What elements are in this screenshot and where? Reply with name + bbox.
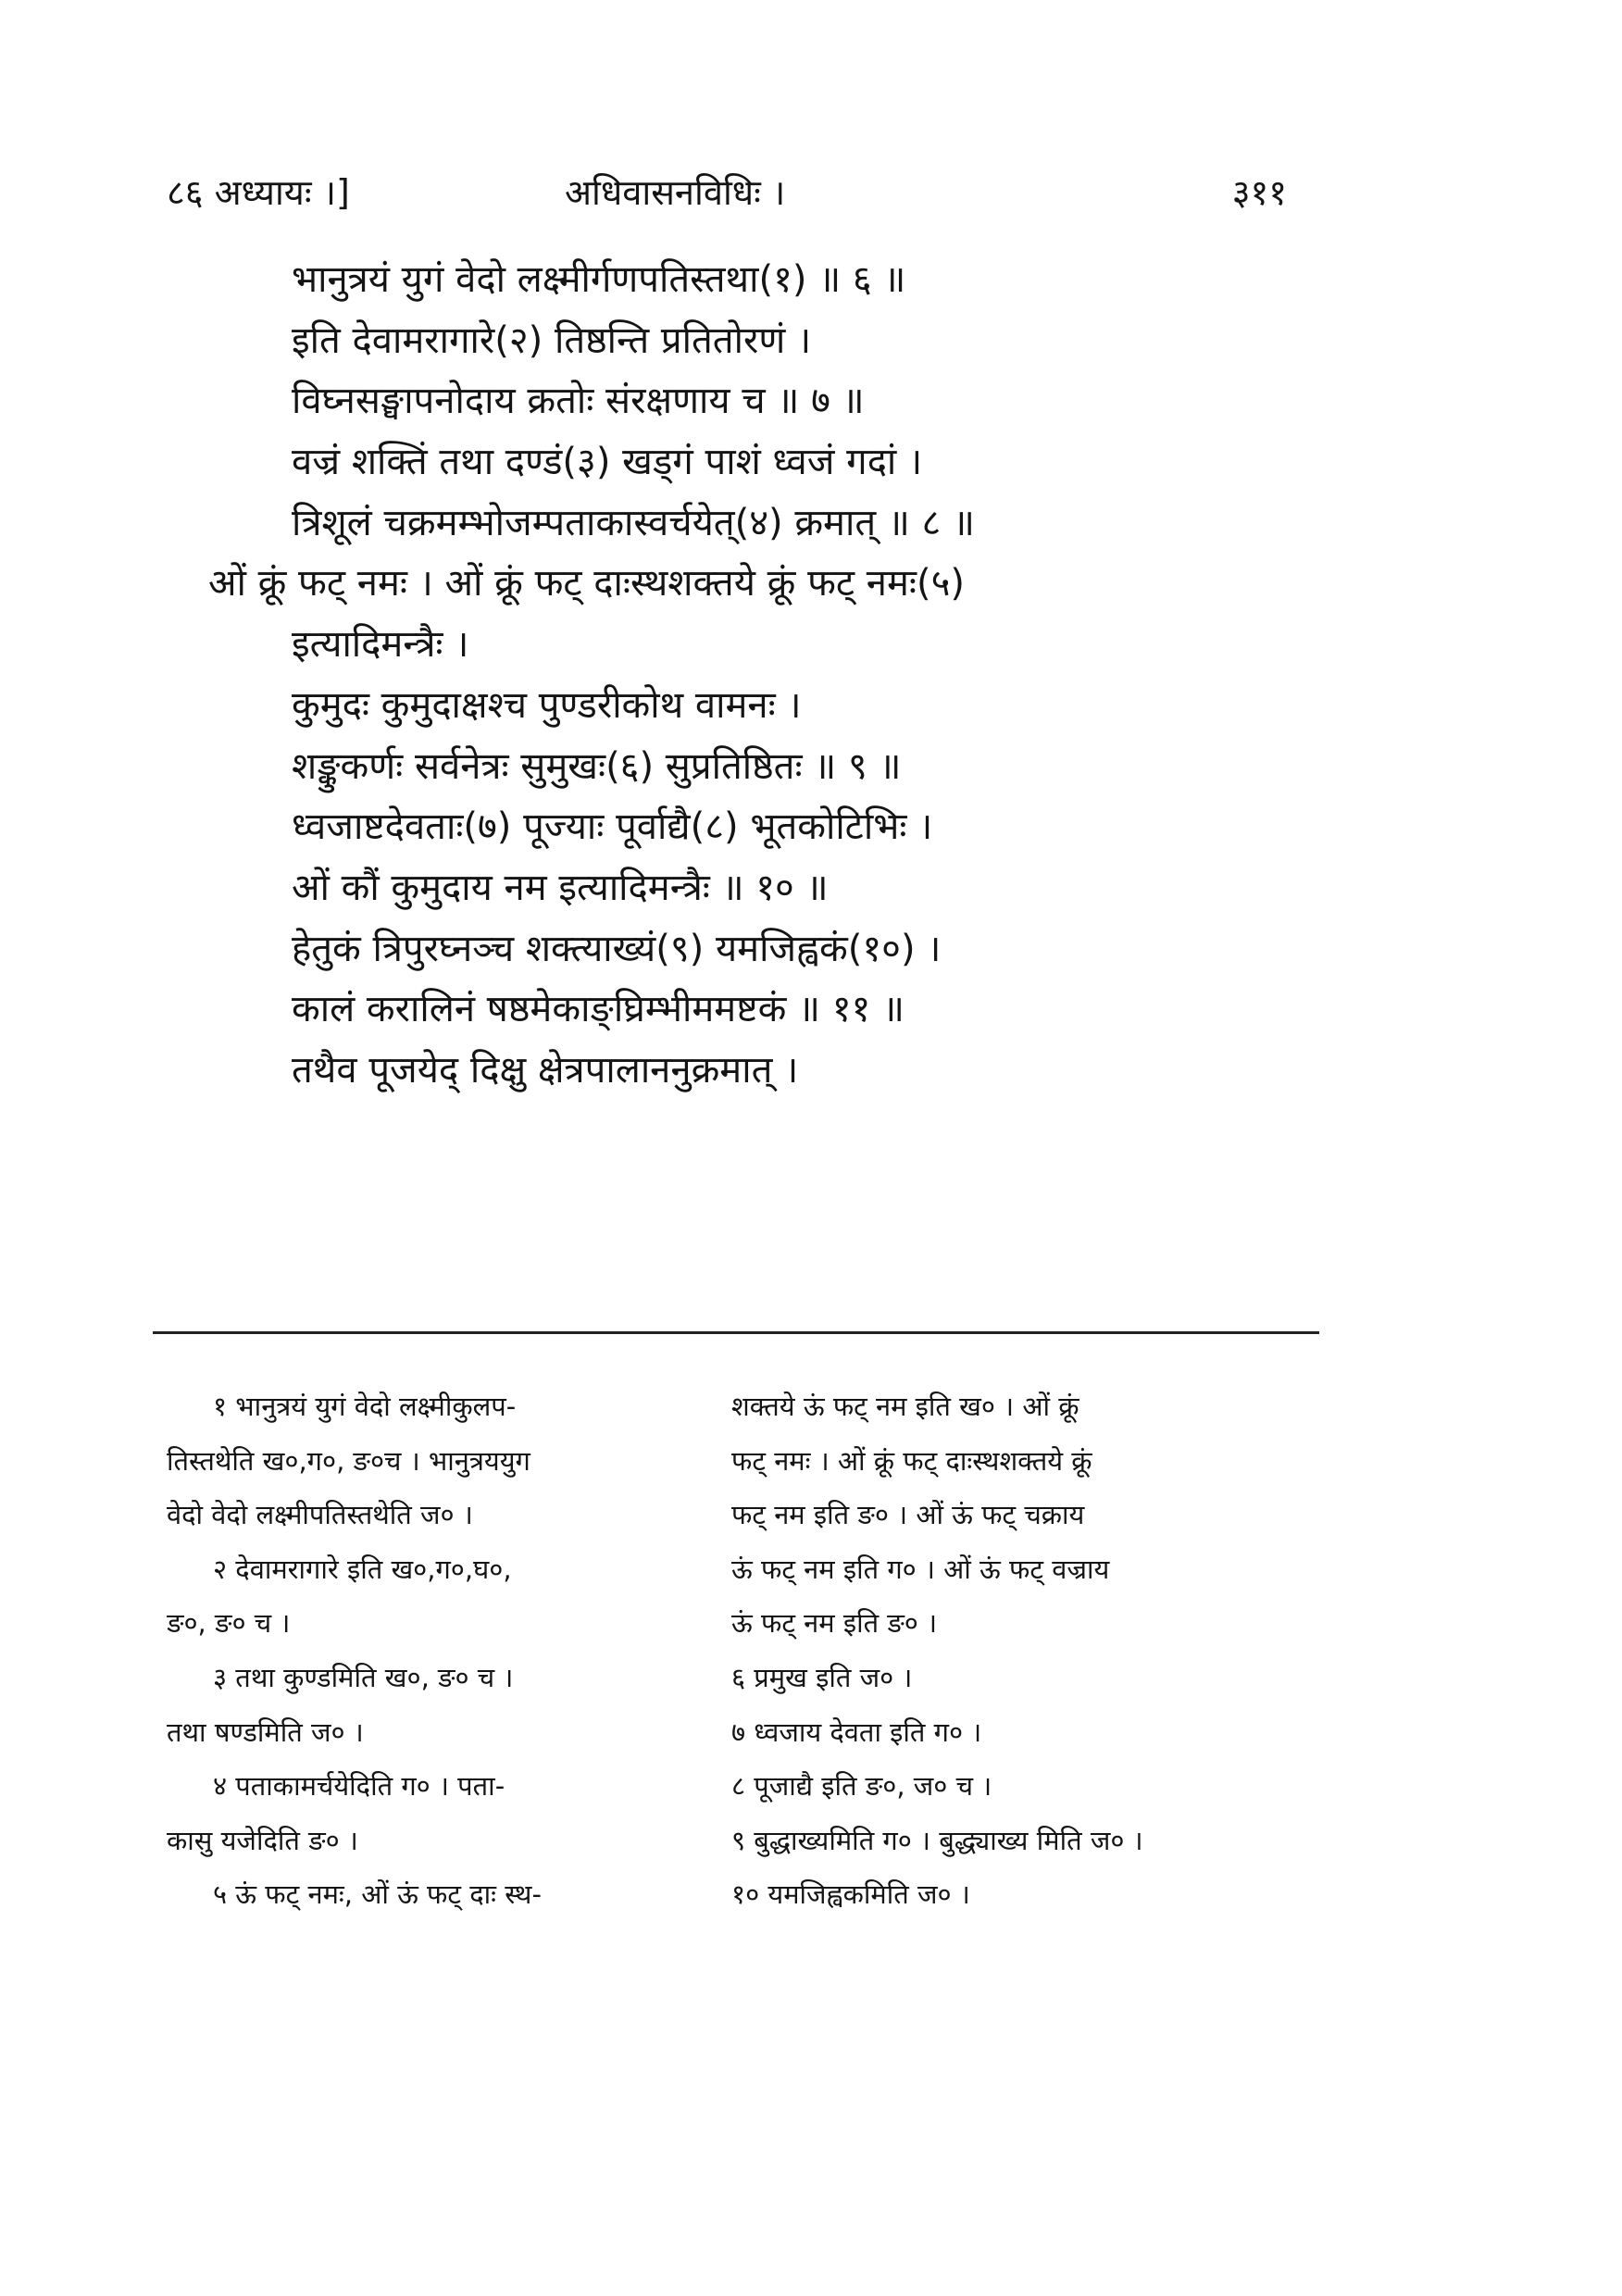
- verse-line: ओं क्रूं फट् नमः । ओं क्रूं फट् दाःस्थशक्तये क्रूं फट् नमः(५): [208, 562, 965, 605]
- footnote-line: फट् नम इति ङ० । ओं ऊं फट् चक्राय: [731, 1499, 1085, 1531]
- footnote-line: ऊं फट् नम इति ङ० ।: [731, 1607, 938, 1640]
- footnote-line: १० यमजिह्वकमिति ज० ।: [731, 1878, 970, 1911]
- footnote-line: ४ पताकामर्चयेदिति ग० । पता-: [213, 1770, 505, 1803]
- section-title: अधिवासनविधिः ।: [565, 172, 786, 213]
- verse-line: ओं कौं कुमुदाय नम इत्यादिमन्त्रैः ॥ १० ॥: [292, 866, 829, 909]
- verse-line: विघ्नसङ्घापनोदाय क्रतोः संरक्षणाय च ॥ ७ ॥: [292, 380, 865, 423]
- footnotes-block: [167, 1379, 1315, 2028]
- footnote-line: फट् नमः । ओं क्रूं फट् दाःस्थशक्तये क्रूं: [731, 1444, 1092, 1477]
- verse-line: हेतुकं त्रिपुरघ्नञ्च शक्त्याख्यं(९) यमजिह्वकं(१०) ।: [292, 927, 942, 970]
- verse-line: वज्रं शक्तिं तथा दण्डं(३) खड्गं पाशं ध्वजं गदां ।: [292, 441, 923, 484]
- verse-line: त्रिशूलं चक्रमम्भोजम्पताकास्वर्चयेत्(४) क्रमात् ॥ ८ ॥: [292, 501, 975, 544]
- footnote-line: ८ पूजाद्यै इति ङ०, ज० च ।: [731, 1770, 992, 1803]
- verse-line: भानुत्रयं युगं वेदो लक्ष्मीर्गणपतिस्तथा(१) ॥ ६ ॥: [292, 258, 906, 301]
- footnotes-right-column: [731, 1379, 1315, 1922]
- footnote-line: कासु यजेदिति ङ० ।: [167, 1824, 358, 1856]
- footnote-line: ३ तथा कुण्डमिति ख०, ङ० च ।: [213, 1661, 514, 1693]
- chapter-label: ८६ अध्यायः ।]: [167, 172, 350, 213]
- verse-line: कालं करालिनं षष्ठमेकाङ्घ्रिम्भीममष्टकं ॥ ११ ॥: [292, 988, 905, 1031]
- footnote-line: शक्तये ऊं फट् नम इति ख० । ओं क्रूं: [731, 1391, 1079, 1422]
- footnote-line: १ भानुत्रयं युगं वेदो लक्ष्मीकुलप-: [213, 1391, 517, 1422]
- footnote-line: तिस्तथेति ख०,ग०, ङ०च । भानुत्रययुग: [167, 1444, 530, 1477]
- page-number: ३११: [1231, 172, 1287, 213]
- footnote-line: ऊं फट् नम इति ग० । ओं ऊं फट् वज्राय: [731, 1553, 1110, 1585]
- footnote-line: ङ०, ङ० च ।: [167, 1607, 291, 1640]
- verse-line: कुमुदः कुमुदाक्षश्च पुण्डरीकोथ वामनः ।: [292, 683, 802, 727]
- verse-line: शङ्कुकर्णः सर्वनेत्रः सुमुखः(६) सुप्रतिष्ठितः ॥ ९ ॥: [292, 744, 902, 788]
- footnote-line: २ देवामरागारे इति ख०,ग०,घ०,: [213, 1553, 512, 1585]
- verse-line: इत्यादिमन्त्रैः ।: [292, 623, 469, 667]
- footnote-line: ६ प्रमुख इति ज० ।: [731, 1661, 913, 1693]
- running-head: [167, 165, 1287, 220]
- footnotes-left-column: [167, 1379, 722, 1922]
- footnote-line: वेदो वेदो लक्ष्मीपतिस्तथेति ज० ।: [167, 1499, 473, 1531]
- footnote-divider: [153, 1331, 1319, 1334]
- verse-line: ध्वजाष्टदेवताः(७) पूज्याः पूर्वाद्यै(८) भूतकोटिभिः ।: [292, 805, 933, 849]
- footnote-line: तथा षण्डमिति ज० ।: [167, 1716, 364, 1748]
- footnote-line: ५ ऊं फट् नमः, ओं ऊं फट् दाः स्थ-: [213, 1878, 542, 1911]
- footnote-line: ७ ध्वजाय देवता इति ग० ।: [731, 1716, 982, 1748]
- verse-line: तथैव पूजयेद् दिक्षु क्षेत्रपालाननुक्रमात् ।: [292, 1048, 799, 1092]
- verse-line: इति देवामरागारे(२) तिष्ठन्ति प्रतितोरणं ।: [292, 318, 812, 362]
- verse-text-block: [208, 250, 1301, 1102]
- footnote-line: ९ बुद्धाख्यमिति ग० । बुद्ध्याख्य मिति ज० ।: [731, 1824, 1143, 1856]
